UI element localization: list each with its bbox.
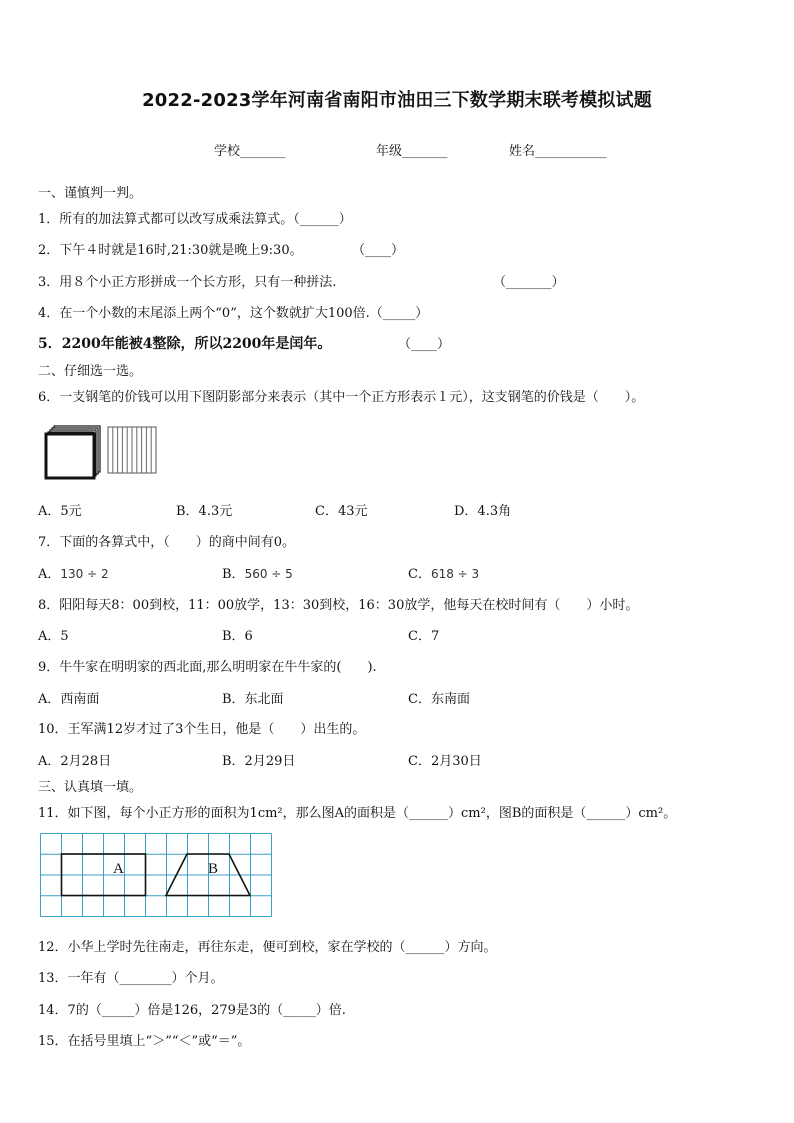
question-2: 2．下午４时就是16时,21:30就是晚上9:30。 bbox=[38, 243, 303, 258]
shape-b-label: B bbox=[208, 861, 219, 877]
question-5-blank[interactable]: （____） bbox=[398, 337, 451, 352]
area-grid-figure bbox=[40, 833, 272, 919]
section-heading-fill: 三、认真填一填。 bbox=[38, 780, 143, 795]
question-3: 3．用８个小正方形拼成一个长方形，只有一种拼法. bbox=[38, 275, 337, 290]
q6-option-b[interactable]: B．4.3元 bbox=[176, 504, 233, 519]
page-title: 2022-2023学年河南省南阳市油田三下数学期末联考模拟试题 bbox=[142, 90, 652, 111]
q10-option-a[interactable]: A．2月28日 bbox=[38, 754, 112, 769]
q8-option-a[interactable]: A．5 bbox=[38, 629, 69, 644]
section-heading-judge: 一、谨慎判一判。 bbox=[38, 186, 143, 201]
q6-option-a[interactable]: A．5元 bbox=[38, 504, 82, 519]
question-6: 6．一支钢笔的价钱可以用下图阴影部分来表示（其中一个正方形表示１元），这支钢笔的价钱是（ ）。 bbox=[38, 390, 645, 405]
question-10: 10．王军满12岁才过了3个生日，他是（ ）出生的。 bbox=[38, 722, 366, 737]
q6-option-d[interactable]: D．4.3角 bbox=[454, 504, 512, 519]
q7-option-c[interactable] bbox=[408, 563, 479, 582]
question-5: 5．2200年能被4整除，所以2200年是闰年。 bbox=[38, 336, 332, 352]
question-11: 11．如下图，每个小正方形的面积为1cm²，那么图A的面积是（______）cm²，图B的面积是（______）cm²。 bbox=[38, 806, 677, 821]
q7-option-b-expr: 560 ÷ 5 bbox=[244, 567, 293, 581]
section-heading-choose: 二、仔细选一选。 bbox=[38, 364, 143, 379]
q7-option-a-expr: 130 ÷ 2 bbox=[60, 567, 109, 581]
shape-a-label: A bbox=[113, 861, 124, 877]
student-info-row bbox=[0, 140, 794, 160]
question-13: 13．一年有（________）个月。 bbox=[38, 971, 224, 986]
q9-option-b[interactable]: B．东北面 bbox=[222, 692, 284, 707]
question-2-blank[interactable]: （____） bbox=[352, 243, 405, 258]
question-3-blank[interactable]: （_______） bbox=[493, 275, 565, 290]
q7-option-b-letter: B． bbox=[222, 567, 245, 582]
q8-option-b[interactable]: B．6 bbox=[222, 629, 253, 644]
q9-option-c[interactable]: C．东南面 bbox=[408, 692, 470, 707]
name-field[interactable]: 姓名___________ bbox=[509, 144, 607, 159]
question-1: 1．所有的加法算式都可以改写成乘法算式。（______） bbox=[38, 212, 352, 227]
question-12: 12．小华上学时先往南走，再往东走，便可到校，家在学校的（______）方向。 bbox=[38, 940, 497, 955]
q10-option-b[interactable]: B．2月29日 bbox=[222, 754, 296, 769]
q7-option-c-letter: C． bbox=[408, 567, 431, 582]
question-9: 9．牛牛家在明明家的西北面,那么明明家在牛牛家的( ). bbox=[38, 660, 377, 675]
q6-option-c[interactable]: C．43元 bbox=[315, 504, 368, 519]
q7-option-b[interactable] bbox=[222, 563, 293, 582]
q7-option-a[interactable] bbox=[38, 563, 109, 582]
school-field[interactable]: 学校_______ bbox=[214, 144, 286, 159]
q7-option-a-letter: A． bbox=[38, 567, 61, 582]
question-4: 4．在一个小数的末尾添上两个“0”，这个数就扩大100倍.（_____） bbox=[38, 306, 429, 321]
question-7: 7．下面的各算式中，（ ）的商中间有0。 bbox=[38, 535, 296, 550]
grade-field[interactable]: 年级_______ bbox=[376, 144, 448, 159]
q7-option-c-expr: 618 ÷ 3 bbox=[430, 567, 480, 581]
q8-option-c[interactable]: C．7 bbox=[408, 629, 440, 644]
question-15: 15．在括号里填上“＞”“＜”或“＝”。 bbox=[38, 1034, 251, 1049]
question-14: 14．7的（_____）倍是126，279是3的（_____）倍. bbox=[38, 1003, 346, 1018]
stacked-squares-figure bbox=[44, 424, 160, 480]
q9-option-a[interactable]: A．西南面 bbox=[38, 692, 100, 707]
question-8: 8．阳阳每天8：00到校，11：00放学，13：30到校，16：30放学，他每天在校时间有（ ）小时。 bbox=[38, 598, 639, 613]
q10-option-c[interactable]: C．2月30日 bbox=[408, 754, 482, 769]
